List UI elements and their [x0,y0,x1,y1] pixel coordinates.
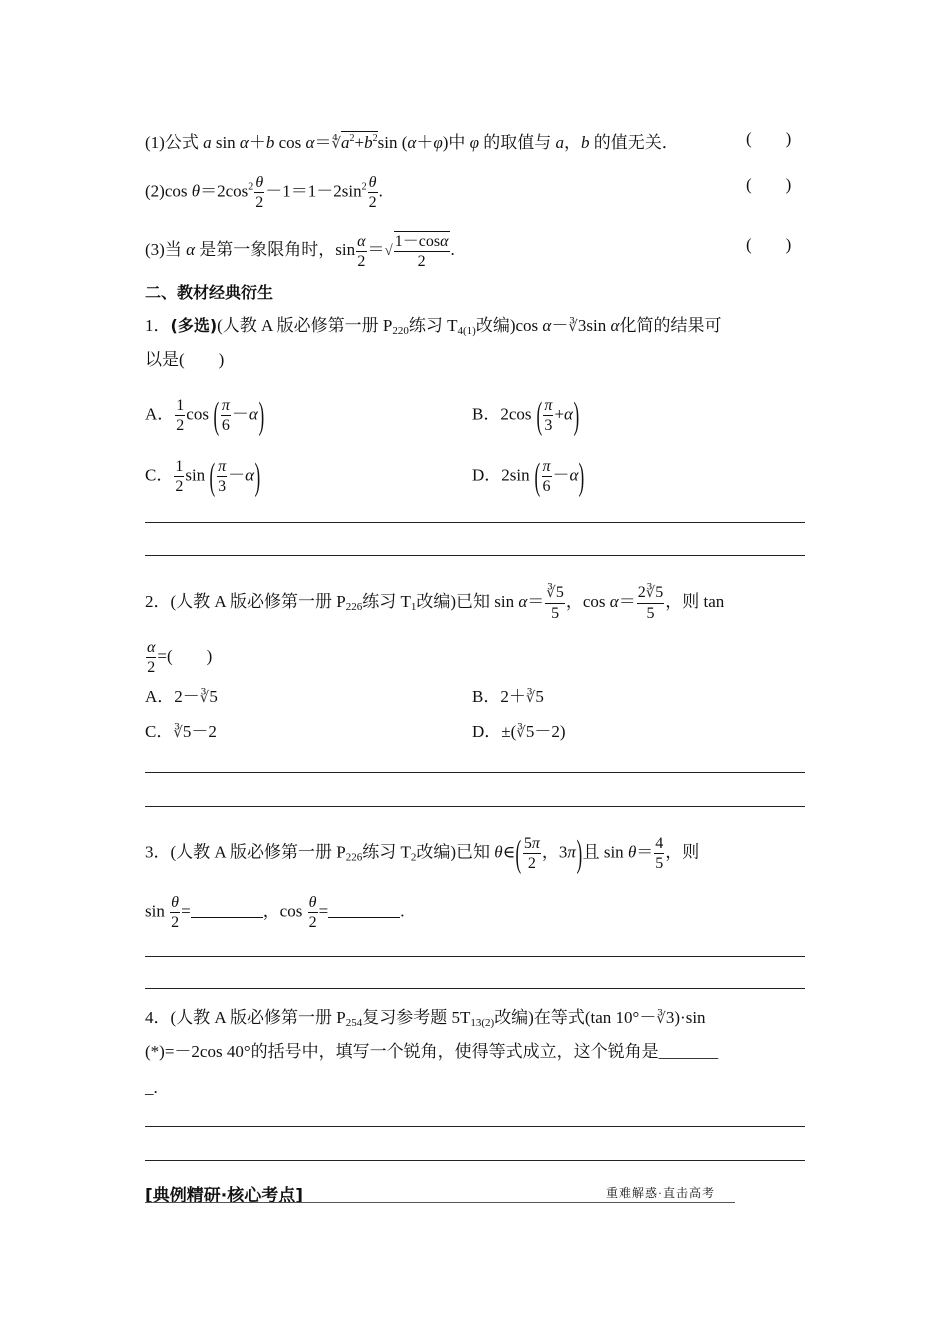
radical-icon: √ [384,242,393,259]
section-footer-title: [典例精研·核心考点] [145,1186,303,1206]
question-4-stem: 4．(人教 A 版必修第一册 $P_{254}$复习参考题 $5T_{13(2)}$改编)在等式(tan 10°－∛3)·sin [145,1008,706,1029]
answer-line[interactable] [145,555,805,556]
answer-paren-1[interactable]: ( ) [746,129,792,148]
answer-line[interactable] [145,1160,805,1161]
q2-option-d[interactable]: D．±(∛5－2) [472,722,566,741]
answer-line[interactable] [145,988,805,989]
question-3-stem: 3．(人教 A 版必修第一册 $P_{226}$练习 $T_2$改编)已知 θ∈( $\frac{5\pi}{2}$ ，3π)且 sin θ＝ $\frac{4}{5}$ ，则 [145,832,700,875]
radical-icon: ∜ [331,136,342,152]
q1-option-c[interactable]: C． $\frac{1}{2}$ sin ( $\frac{\pi}{3}$ －α) [145,455,261,498]
question-4-line3: _. [145,1078,158,1097]
answer-paren-2[interactable]: ( ) [746,175,792,194]
answer-line[interactable] [145,806,805,807]
section-title: 二、教材经典衍生 [145,283,274,302]
answer-line[interactable] [145,522,805,523]
question-1-stem: 1．(多选)(人教 A 版必修第一册 $P_{220}$练习 $T_{4(1)}$改编)cos α－∛3sin α化简的结果可 [145,316,722,337]
q2-option-c[interactable]: C．∛5－2 [145,722,217,741]
question-3-line2: sin $\frac{\theta}{2}$ = ，cos $\frac{\theta}{2}$ = . [145,894,405,931]
answer-line[interactable] [145,956,805,957]
radical-icon: ∛ [568,319,578,335]
fill-blank-sin[interactable] [191,901,263,918]
judge-item-3: (3)当 α 是第一象限角时，sin $\frac{\alpha}{2}$ ＝√ $\frac{1-\cos\alpha}{2}$ . [145,232,455,270]
question-2-line2: $\frac{\alpha}{2}$ =( ) [147,639,213,676]
fill-blank-cos[interactable] [328,901,400,918]
section-footer-subtitle: 重难解惑·直击高考 [606,1186,715,1200]
answer-paren-3[interactable]: ( ) [746,235,792,254]
question-4-line2: (*)=－2cos 40°的括号中，填写一个锐角，使得等式成立，这个锐角是_______ [145,1042,719,1061]
q1-option-a[interactable]: A． $\frac{1}{2}$ cos ( $\frac{\pi}{6}$ －α) [145,394,264,437]
radical-icon: ∛ [656,1011,666,1027]
answer-line[interactable] [145,772,805,773]
question-2-stem: 2．(人教 A 版必修第一册 $P_{226}$练习 $T_1$改编)已知 sin α＝ $\frac{∛5}{5}$ ，cos α＝ $\frac{2∛5}{5}$ ，则 tan [145,584,725,622]
q2-option-b[interactable]: B．2＋∛5 [472,687,544,706]
question-1-line2: 以是( ) [145,350,225,369]
q2-option-a[interactable]: A．2－∛5 [145,687,218,706]
q1-option-b[interactable]: B．2cos ( $\frac{\pi}{3}$ +α) [472,394,580,437]
judge-item-1: (1)公式 a sin α＋b $\cos \alpha=∜a^2+b^2\sin$ (α＋φ)中 φ 的取值与 a，b 的值无关． [145,133,679,152]
footer-divider [145,1202,735,1203]
answer-line[interactable] [145,1126,805,1127]
judge-item-2: (2)cos $\theta=2\cos^2$ $\frac{\theta}{2}$ $-1=1-2\sin^2$ $\frac{\theta}{2}$ . [145,174,383,211]
q1-option-d[interactable]: D．2sin ( $\frac{\pi}{6}$ －α) [472,455,585,498]
